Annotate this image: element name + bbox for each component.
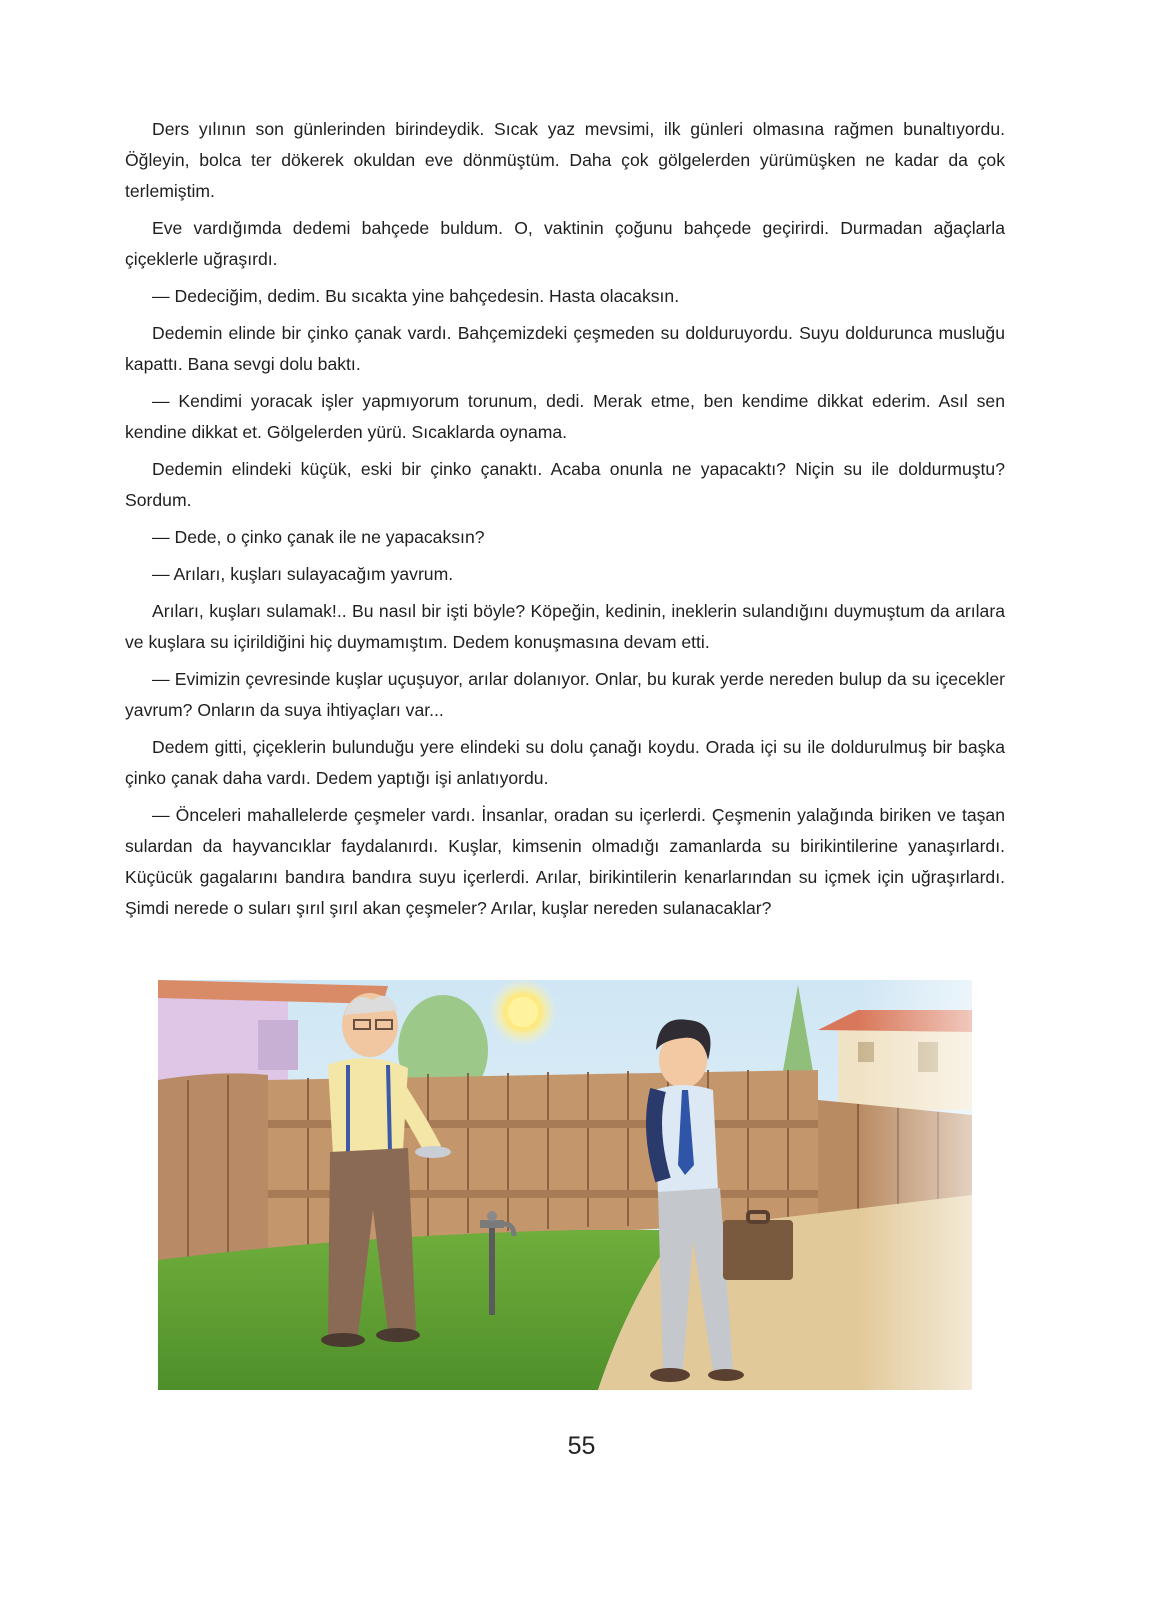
paragraph-4: Dedemin elinde bir çinko çanak vardı. Bahçemizdeki çeşmeden su dolduruyordu. Suyu doldurunca musluğu kapattı. Bana sevgi dolu baktı. (125, 323, 1005, 374)
paragraph-10: — Evimizin çevresinde kuşlar uçuşuyor, arılar dolanıyor. Onlar, bu kurak yerde nereden bulup da su içecekler yavrum? Onların da suya ihtiyaçları var... (125, 669, 1005, 720)
paragraph-3: — Dedeciğim, dedim. Bu sıcakta yine bahçedesin. Hasta olacaksın. (152, 286, 680, 306)
paragraph-5: — Kendimi yoracak işler yapmıyorum torunum, dedi. Merak etme, ben kendime dikkat ederim. Asıl sen kendine dikkat et. Gölgelerden yürü. Sıcaklarda oynama. (125, 391, 1005, 442)
paragraph-7: — Dede, o çinko çanak ile ne yapacaksın? (152, 527, 485, 547)
garden-illustration (158, 980, 972, 1390)
page-number: 55 (567, 1432, 596, 1460)
paragraph-2: Eve vardığımda dedemi bahçede buldum. O, vaktinin çoğunu bahçede geçirirdi. Durmadan ağaçlarla çiçeklerle uğraşırdı. (125, 218, 1005, 269)
grass (158, 1230, 678, 1390)
paragraph-11: Dedem gitti, çiçeklerin bulunduğu yere elindeki su dolu çanağı koydu. Orada içi su ile doldurulmuş bir başka çinko çanak daha vardı. Dedem yaptığı işi anlatıyordu. (125, 737, 1005, 788)
paragraph-1: Ders yılının son günlerinden birindeydik. Sıcak yaz mevsimi, ilk günleri olmasına rağmen bunaltıyordu. Öğleyin, bolca ter dökerek okuldan eve dönmüştüm. Daha çok gölgelerden yürümüşken ne kadar da çok terlemiştim. (125, 119, 1005, 201)
paragraph-12: — Önceleri mahallelerde çeşmeler vardı. İnsanlar, oradan su içerlerdi. Çeşmenin yalağında biriken ve taşan sulardan da hayvancıklar faydalanırdı. Kuşlar, kimsenin olmadığı zamanlarda su birikintilerine yanaşırlardı. Küçücük gagalarını bandıra bandıra suyu içerlerdi. Arılar, birikintilerin kenarlarından su içmek için uğraşırlardı. Şimdi nerede o suları şırıl şırıl akan çeşmeler? Arılar, kuşlar nereden sulanacaklar? (125, 805, 1005, 918)
paragraph-9: Arıları, kuşları sulamak!.. Bu nasıl bir işti böyle? Köpeğin, kedinin, ineklerin sulandığını duymuştum da arılara ve kuşlara su içirildiğini hiç duymamıştım. Dedem konuşmasına devam etti. (125, 601, 1005, 652)
paragraph-6: Dedemin elindeki küçük, eski bir çinko çanaktı. Acaba onunla ne yapacaktı? Niçin su ile doldurmuştu? Sordum. (125, 459, 1005, 510)
story-text (125, 114, 1005, 930)
paragraph-8: — Arıları, kuşları sulayacağım yavrum. (152, 564, 454, 584)
